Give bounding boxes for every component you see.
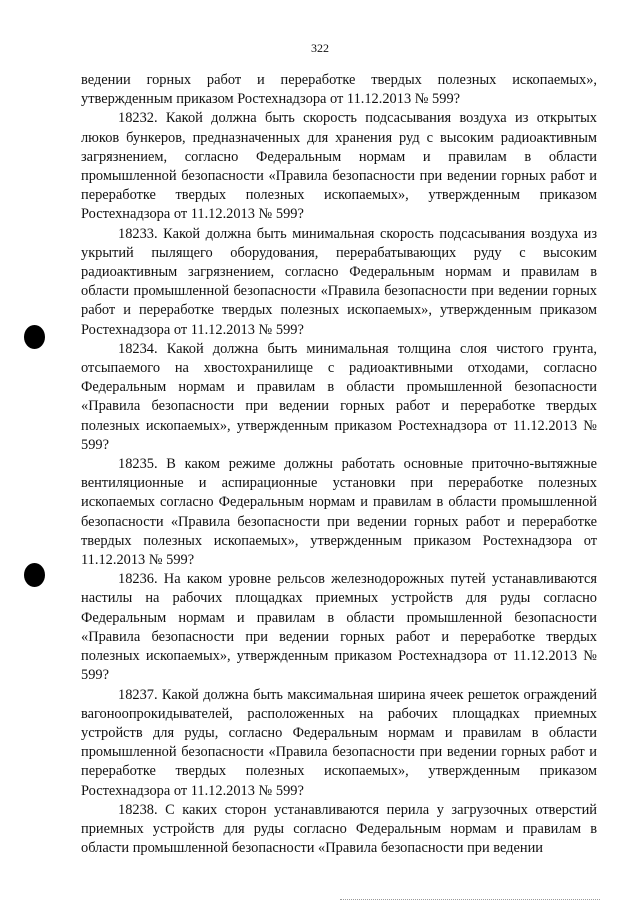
punch-hole-icon: [24, 325, 45, 349]
scan-artifact-line: [340, 899, 600, 900]
paragraph-question-18238: 18238. С каких сторон устанавливаются перила у загрузочных отверстий приемных устройств для руды согласно Федеральным нормам и правилам в области промышленной безопасности «Правила безопасности при ведении: [81, 801, 597, 857]
page-body: [81, 71, 597, 858]
paragraph-continued: ведении горных работ и переработке твердых полезных ископаемых», утвержденным приказом Ростехнадзора от 11.12.2013 № 599?: [81, 72, 597, 108]
paragraph-question-18234: 18234. Какой должна быть минимальная толщина слоя чистого грунта, отсыпаемого на хвостохранилище с радиоактивными отходами, согласно Федеральным нормам и правилам в области промышленной безопасности «Правила безопасности при ведении горных работ и переработке твердых полезных ископаемых», утвержденным приказом Ростехнадзора от 11.12.2013 № 599?: [81, 340, 597, 453]
paragraph-question-18232: 18232. Какой должна быть скорость подсасывания воздуха из открытых люков бункеров, предназначенных для хранения руд с высоким радиоактивным загрязнением, согласно Федеральным нормам и правилам в области промышленной безопасности «Правила безопасности при ведении горных работ и переработке твердых полезных ископаемых», утвержденным приказом Ростехнадзора от 11.12.2013 № 599?: [81, 110, 597, 223]
punch-hole-icon: [24, 563, 45, 587]
paragraph-question-18233: 18233. Какой должна быть минимальная скорость подсасывания воздуха из укрытий пылящего оборудования, перерабатывающих руду с высоким радиоактивным загрязнением, согласно Федеральным нормам и правилам в области промышленной безопасности «Правила безопасности при ведении горных работ и переработке твердых полезных ископаемых», утвержденным приказом Ростехнадзора от 11.12.2013 № 599?: [81, 225, 597, 338]
paragraph-question-18236: 18236. На каком уровне рельсов железнодорожных путей устанавливаются настилы на рабочих площадках приемных устройств для руды согласно Федеральным нормам и правилам в области промышленной безопасности «Правила безопасности при ведении горных работ и переработке твердых полезных ископаемых», утвержденным приказом Ростехнадзора от 11.12.2013 № 599?: [81, 571, 597, 684]
paragraph-question-18237: 18237. Какой должна быть максимальная ширина ячеек решеток ограждений вагоноопрокидывателей, расположенных на рабочих площадках приемных устройств для руды, согласно Федеральным нормам и правилам в области промышленной безопасности «Правила безопасности при ведении горных работ и переработке твердых полезных ископаемых», утвержденным приказом Ростехнадзора от 11.12.2013 № 599?: [81, 686, 597, 799]
paragraph-question-18235: 18235. В каком режиме должны работать основные приточно-вытяжные вентиляционные и аспирационные установки при переработке полезных ископаемых согласно Федеральным нормам и правилам в области промышленной безопасности «Правила безопасности при ведении горных работ и переработке твердых полезных ископаемых», утвержденным приказом Ростехнадзора от 11.12.2013 № 599?: [81, 456, 597, 569]
page-number: 322: [311, 41, 329, 55]
